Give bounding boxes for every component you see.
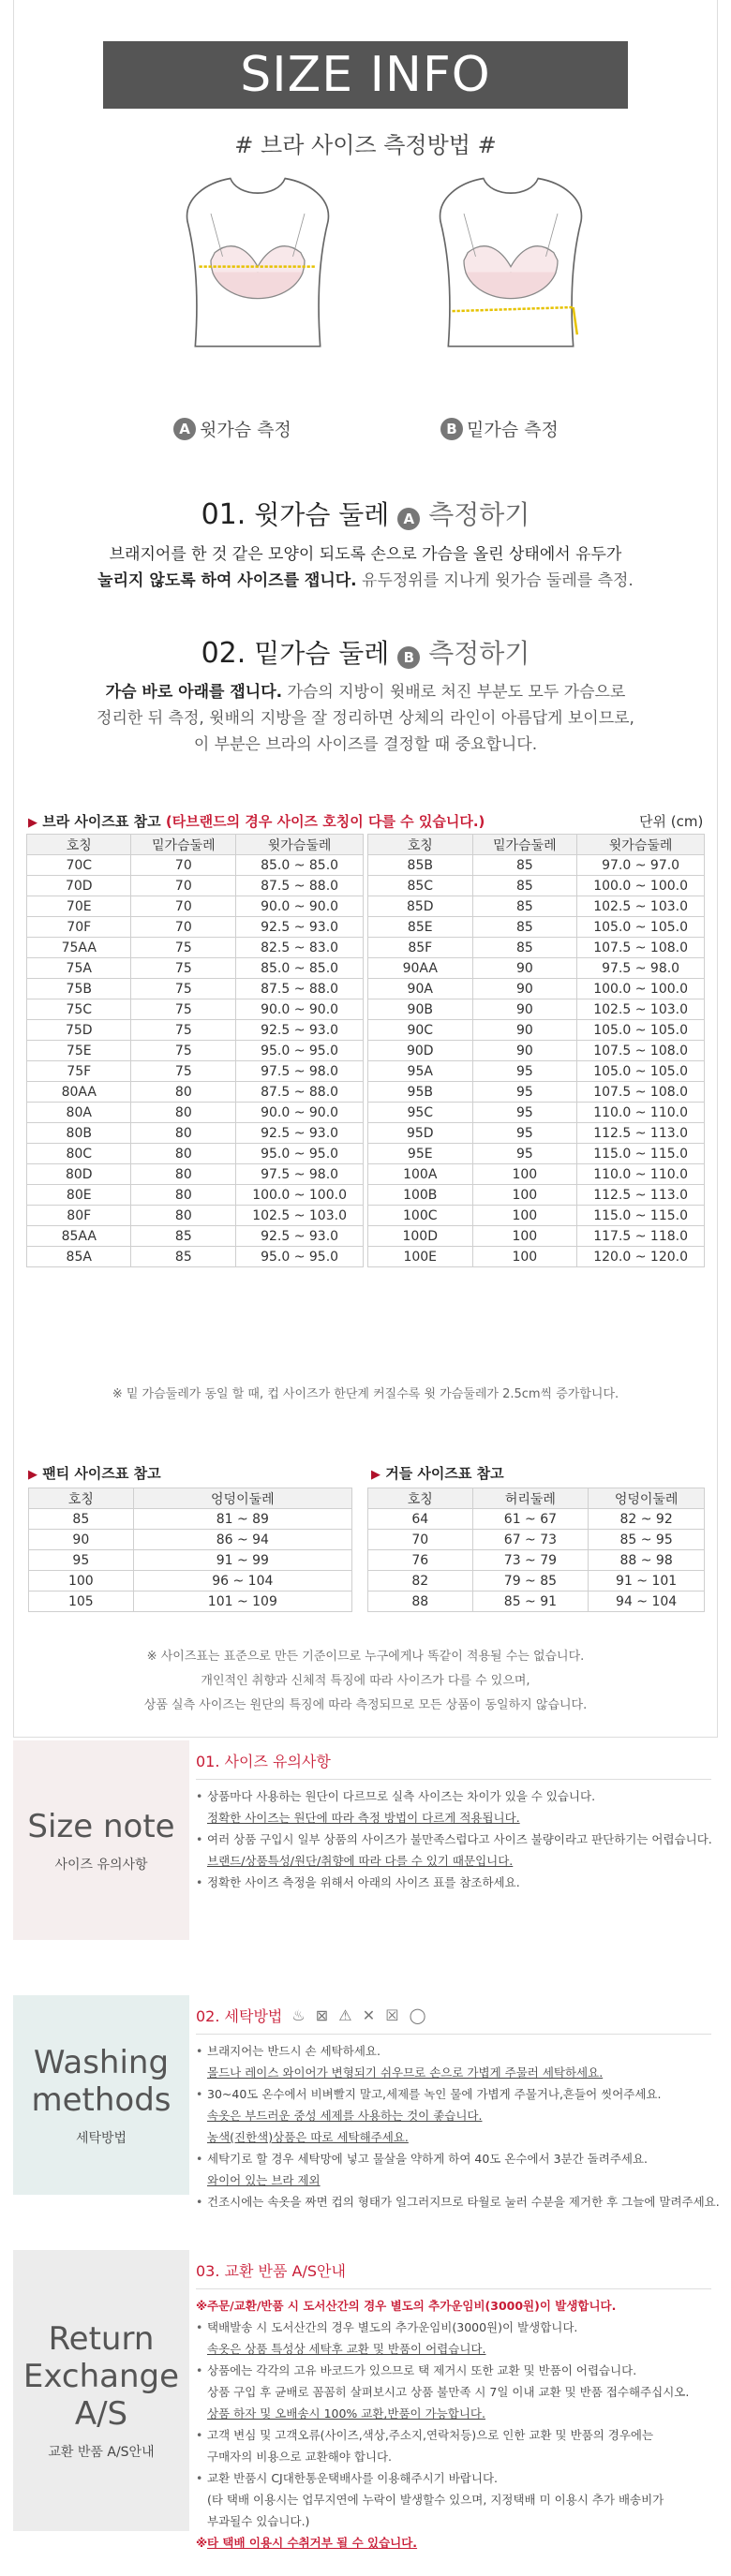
table-cell: 80	[131, 1082, 236, 1103]
list-item: • 세탁기로 할 경우 세탁망에 넣고 물살을 약하게 하여 40도 온수에서 3분간 돌려주세요.	[196, 2148, 711, 2169]
info-box-title: 02. 세탁방법 ♨ ⊠ ⚠ ✕ ☒ ◯	[196, 2006, 429, 2025]
table-cell: 80	[131, 1185, 236, 1206]
table-cell: 80F	[27, 1206, 131, 1226]
info-box-title: 01. 사이즈 유의사항	[196, 1753, 331, 1770]
figure-caption-b: B 밑가슴 측정	[440, 416, 559, 441]
table-cell: 95.0 ~ 95.0	[236, 1144, 364, 1164]
list-item: • 상품마다 사용하는 원단이 다르므로 실측 사이즈는 차이가 있을 수 있습니다.	[196, 1785, 711, 1807]
info-box-subheading: 사이즈 유의사항	[54, 1857, 148, 1873]
table-row	[27, 896, 364, 917]
table-cell: 80	[131, 1164, 236, 1185]
table-row	[368, 1226, 705, 1247]
table-row	[27, 1144, 364, 1164]
table-row	[29, 1509, 352, 1530]
table-row	[368, 1144, 705, 1164]
table-cell: 117.5 ~ 118.0	[577, 1226, 705, 1247]
table-row	[27, 1123, 364, 1144]
info-box-label-panel	[13, 1995, 189, 2195]
table-cell: 85	[472, 896, 577, 917]
list-item: ※ 주문/교환/반품 시 도서산간의 경우 별도의 추가운임비(3000원)이 발생합니다.	[196, 2295, 711, 2317]
table-cell: 85 ~ 95	[589, 1530, 705, 1550]
table-row	[368, 1185, 705, 1206]
list-item: 브랜드/상품특성/원단/취향에 따라 다를 수 있기 때문입니다.	[207, 1854, 514, 1868]
table-row	[27, 938, 364, 958]
table-row	[27, 1061, 364, 1082]
figure-upper-bust	[145, 167, 370, 354]
table-cell: 85	[472, 855, 577, 876]
table-row	[27, 1020, 364, 1041]
table-cell: 80	[131, 1144, 236, 1164]
col-header: 엉덩이둘레	[133, 1488, 351, 1509]
page-title: SIZE INFO	[103, 41, 628, 109]
table-cell: 70E	[27, 896, 131, 917]
table-row	[29, 1591, 352, 1612]
table-cell: 61 ~ 67	[472, 1509, 589, 1530]
table-cell: 102.5 ~ 103.0	[577, 999, 705, 1020]
list-item: • 교환 반품시 CJ대한통운택배사를 이용해주시기 바랍니다.	[196, 2467, 711, 2489]
table-row	[368, 979, 705, 999]
table-cell: 107.5 ~ 108.0	[577, 1041, 705, 1061]
table-cell: 90	[472, 979, 577, 999]
table-cell: 110.0 ~ 110.0	[577, 1103, 705, 1123]
table-cell: 80B	[27, 1123, 131, 1144]
info-box-title: 03. 교환 반품 A/S안내	[196, 2262, 346, 2280]
table-cell: 95	[472, 1082, 577, 1103]
table-cell: 75	[131, 958, 236, 979]
girdle-table-caption: ▶ 거들 사이즈표 참고	[371, 1465, 504, 1482]
list-item: • 상품에는 각각의 고유 바코드가 있으므로 택 제거시 또한 교환 및 반품이 어렵습니다.	[196, 2360, 711, 2381]
table-cell: 85A	[27, 1247, 131, 1267]
table-cell: 80C	[27, 1144, 131, 1164]
table-row	[27, 1164, 364, 1185]
panty-table	[28, 1488, 352, 1612]
info-box-list	[196, 1779, 711, 1893]
table-cell: 100	[29, 1571, 134, 1591]
table-cell: 102.5 ~ 103.0	[236, 1206, 364, 1226]
table-cell: 102.5 ~ 103.0	[577, 896, 705, 917]
table-cell: 90B	[368, 999, 473, 1020]
table-cell: 95	[472, 1061, 577, 1082]
table-cell: 115.0 ~ 115.0	[577, 1206, 705, 1226]
table-cell: 90C	[368, 1020, 473, 1041]
table-cell: 100	[472, 1247, 577, 1267]
table-cell: 95E	[368, 1144, 473, 1164]
col-header: 호칭	[27, 835, 131, 855]
table-cell: 107.5 ~ 108.0	[577, 1082, 705, 1103]
table-cell: 85D	[368, 896, 473, 917]
table-cell: 100A	[368, 1164, 473, 1185]
table-row	[368, 917, 705, 938]
table-cell: 80E	[27, 1185, 131, 1206]
table-cell: 75C	[27, 999, 131, 1020]
table-row	[27, 999, 364, 1020]
table-cell: 100D	[368, 1226, 473, 1247]
list-item: 농색(진한색)상품은 따로 세탁해주세요.	[207, 2130, 409, 2144]
table-cell: 95	[472, 1103, 577, 1123]
table-cell: 70	[131, 917, 236, 938]
table-cell: 70	[131, 855, 236, 876]
table-cell: 97.5 ~ 98.0	[577, 958, 705, 979]
table-cell: 80	[131, 1123, 236, 1144]
table-cell: 110.0 ~ 110.0	[577, 1164, 705, 1185]
size-notes: ※ 사이즈표는 표준으로 만든 기준이므로 누구에게나 똑같이 적용될 수는 없습니다. 개인적인 취향과 신체적 특징에 따라 사이즈가 다를 수 있으며, 상품 실측 사이즈는 원단의 특징에 따라 측정되므로 모든 상품이 동일하지 않습니다.	[143, 1650, 588, 1712]
table-cell: 85	[131, 1226, 236, 1247]
table-row	[368, 1082, 705, 1103]
table-cell: 81 ~ 89	[133, 1509, 351, 1530]
table-cell: 75	[131, 938, 236, 958]
info-box-size-note	[13, 1740, 718, 1940]
table-cell: 95.0 ~ 95.0	[236, 1247, 364, 1267]
step-2-title: 02. 밑가슴 둘레 B 측정하기	[201, 637, 530, 670]
info-box-heading: Size note	[27, 1807, 175, 1845]
table-cell: 100.0 ~ 100.0	[236, 1185, 364, 1206]
table-cell: 82.5 ~ 83.0	[236, 938, 364, 958]
table-row	[368, 1206, 705, 1226]
bra-table-note: ※ 밑 가슴둘레가 동일 할 때, 컵 사이즈가 한단계 커질수록 윗 가슴둘레가 2.5cm씩 증가합니다.	[112, 1387, 619, 1401]
table-cell: 92.5 ~ 93.0	[236, 1123, 364, 1144]
table-cell: 75E	[27, 1041, 131, 1061]
col-header: 허리둘레	[472, 1488, 589, 1509]
table-row	[368, 999, 705, 1020]
table-row	[27, 1041, 364, 1061]
list-item: • 고객 변심 및 고객오류(사이즈,색상,주소지,연락처등)으로 인한 교환 및 반품의 경우에는	[196, 2424, 711, 2446]
table-row	[29, 1530, 352, 1550]
table-cell: 80D	[27, 1164, 131, 1185]
table-cell: 90	[472, 1020, 577, 1041]
table-cell: 85F	[368, 938, 473, 958]
table-cell: 75	[131, 979, 236, 999]
table-row	[27, 1226, 364, 1247]
table-row	[27, 1206, 364, 1226]
table-cell: 85B	[368, 855, 473, 876]
table-row	[29, 1571, 352, 1591]
info-box-subheading: 세탁방법	[75, 2130, 127, 2146]
table-row	[368, 958, 705, 979]
table-cell: 95	[472, 1123, 577, 1144]
table-cell: 92.5 ~ 93.0	[236, 1020, 364, 1041]
list-item: 와이어 있는 브라 제외	[207, 2173, 321, 2187]
info-box-washing	[13, 1995, 720, 2209]
table-cell: 70C	[27, 855, 131, 876]
table-cell: 90	[29, 1530, 134, 1550]
table-cell: 85E	[368, 917, 473, 938]
table-row	[27, 979, 364, 999]
list-item: • 택배발송 시 도서산간의 경우 별도의 추가운임비(3000원)이 발생합니다.	[196, 2317, 711, 2338]
table-cell: 75F	[27, 1061, 131, 1082]
figure-under-bust	[398, 167, 623, 354]
col-header: 윗가슴둘레	[236, 835, 364, 855]
col-header: 윗가슴둘레	[577, 835, 705, 855]
table-row	[27, 876, 364, 896]
table-cell: 100	[472, 1185, 577, 1206]
info-box-subheading: 교환 반품 A/S안내	[48, 2445, 155, 2460]
unit-label: 단위 (cm)	[639, 813, 704, 830]
step-1-title: 01. 윗가슴 둘레 A 측정하기	[201, 498, 530, 531]
table-cell: 87.5 ~ 88.0	[236, 979, 364, 999]
table-cell: 80	[131, 1206, 236, 1226]
table-row	[27, 1103, 364, 1123]
list-item: 몰드나 레이스 와이어가 변형되기 쉬우므로 손으로 가볍게 주물러 세탁하세요.	[207, 2065, 604, 2080]
table-cell: 82 ~ 92	[589, 1509, 705, 1530]
list-item: 속옷은 부드러운 중성 세제를 사용하는 것이 좋습니다.	[207, 2109, 483, 2123]
info-box-label-panel	[13, 1740, 189, 1940]
badge-b: B	[440, 418, 463, 440]
list-item: 구매자의 비용으로 교환해야 합니다.	[207, 2450, 393, 2464]
table-cell: 97.5 ~ 98.0	[236, 1164, 364, 1185]
table-cell: 90	[472, 958, 577, 979]
table-cell: 90	[472, 999, 577, 1020]
table-cell: 85 ~ 91	[472, 1591, 589, 1612]
table-row	[27, 958, 364, 979]
col-header: 밑가슴둘레	[472, 835, 577, 855]
table-cell: 120.0 ~ 120.0	[577, 1247, 705, 1267]
table-cell: 95B	[368, 1082, 473, 1103]
table-cell: 85	[472, 876, 577, 896]
col-header: 호칭	[29, 1488, 134, 1509]
col-header: 엉덩이둘레	[589, 1488, 705, 1509]
table-cell: 70	[131, 896, 236, 917]
table-cell: 76	[368, 1550, 473, 1571]
table-cell: 90.0 ~ 90.0	[236, 1103, 364, 1123]
table-cell: 88 ~ 98	[589, 1550, 705, 1571]
bra-table-left	[26, 834, 364, 1267]
table-cell: 105.0 ~ 105.0	[577, 1020, 705, 1041]
table-row	[368, 876, 705, 896]
list-item: • 건조시에는 속옷을 짜면 컵의 형태가 일그러지므로 타월로 눌러 수분을 제거한 후 그늘에 말려주세요.	[196, 2191, 711, 2213]
table-cell: 85.0 ~ 85.0	[236, 958, 364, 979]
table-cell: 90.0 ~ 90.0	[236, 896, 364, 917]
table-row	[368, 1123, 705, 1144]
table-cell: 100	[472, 1226, 577, 1247]
table-cell: 100	[472, 1164, 577, 1185]
list-item: ※ 타 택배 이용시 수취거부 될 수 있습니다.	[196, 2532, 711, 2554]
table-cell: 79 ~ 85	[472, 1571, 589, 1591]
table-cell: 100.0 ~ 100.0	[577, 979, 705, 999]
table-cell: 80AA	[27, 1082, 131, 1103]
table-cell: 75A	[27, 958, 131, 979]
info-box-list	[196, 2034, 720, 2213]
table-cell: 90A	[368, 979, 473, 999]
table-row	[27, 1185, 364, 1206]
table-row	[27, 855, 364, 876]
table-cell: 91 ~ 99	[133, 1550, 351, 1571]
table-cell: 100	[472, 1206, 577, 1226]
table-cell: 85C	[368, 876, 473, 896]
table-cell: 85	[472, 938, 577, 958]
table-cell: 94 ~ 104	[589, 1591, 705, 1612]
table-cell: 80A	[27, 1103, 131, 1123]
table-cell: 85AA	[27, 1226, 131, 1247]
table-cell: 96 ~ 104	[133, 1571, 351, 1591]
table-cell: 75	[131, 1020, 236, 1041]
table-cell: 88	[368, 1591, 473, 1612]
table-row	[27, 917, 364, 938]
table-cell: 85	[131, 1247, 236, 1267]
table-row	[368, 938, 705, 958]
table-cell: 75	[131, 999, 236, 1020]
table-cell: 64	[368, 1509, 473, 1530]
table-cell: 101 ~ 109	[133, 1591, 351, 1612]
table-cell: 105.0 ~ 105.0	[577, 917, 705, 938]
table-cell: 95C	[368, 1103, 473, 1123]
list-item: • 30~40도 온수에서 비벼빨지 말고,세제를 녹인 물에 가볍게 주물거나,흔들어 씻어주세요.	[196, 2083, 711, 2105]
table-cell: 75B	[27, 979, 131, 999]
table-cell: 100C	[368, 1206, 473, 1226]
table-cell: 95D	[368, 1123, 473, 1144]
table-cell: 75	[131, 1041, 236, 1061]
table-cell: 85.0 ~ 85.0	[236, 855, 364, 876]
table-cell: 100B	[368, 1185, 473, 1206]
table-cell: 67 ~ 73	[472, 1530, 589, 1550]
list-item: 정확한 사이즈는 원단에 따라 측정 방법이 다르게 적용됩니다.	[207, 1811, 520, 1825]
badge-a: A	[173, 418, 196, 440]
info-box-list	[196, 2288, 711, 2554]
table-cell: 91 ~ 101	[589, 1571, 705, 1591]
table-cell: 92.5 ~ 93.0	[236, 1226, 364, 1247]
table-row	[368, 1571, 705, 1591]
table-cell: 85	[472, 917, 577, 938]
table-row	[368, 1247, 705, 1267]
table-row	[368, 1591, 705, 1612]
table-row	[368, 1041, 705, 1061]
list-item: 상품 하자 및 오배송시 100% 교환,반품이 가능합니다.	[207, 2406, 485, 2421]
table-cell: 82	[368, 1571, 473, 1591]
table-cell: 90	[472, 1041, 577, 1061]
table-cell: 95.0 ~ 95.0	[236, 1041, 364, 1061]
table-cell: 112.5 ~ 113.0	[577, 1123, 705, 1144]
table-cell: 100E	[368, 1247, 473, 1267]
table-cell: 95	[472, 1144, 577, 1164]
bra-table-caption: ▶ 브라 사이즈표 참고 (타브랜드의 경우 사이즈 호칭이 다를 수 있습니다.)	[28, 813, 485, 830]
list-item: 속옷은 상품 특성상 세탁후 교환 및 반품이 어렵습니다.	[207, 2342, 486, 2356]
table-cell: 75	[131, 1061, 236, 1082]
table-cell: 73 ~ 79	[472, 1550, 589, 1571]
table-cell: 70	[131, 876, 236, 896]
table-cell: 80	[131, 1103, 236, 1123]
info-box-label-panel	[13, 2250, 189, 2531]
table-row	[368, 1103, 705, 1123]
table-cell: 87.5 ~ 88.0	[236, 1082, 364, 1103]
table-cell: 95	[29, 1550, 134, 1571]
table-cell: 97.5 ~ 98.0	[236, 1061, 364, 1082]
table-cell: 70D	[27, 876, 131, 896]
table-row	[368, 1509, 705, 1530]
info-box-heading: Washing methods	[31, 2043, 172, 2119]
girdle-table	[367, 1488, 705, 1612]
table-row	[368, 1061, 705, 1082]
table-row	[368, 1530, 705, 1550]
table-cell: 107.5 ~ 108.0	[577, 938, 705, 958]
table-cell: 112.5 ~ 113.0	[577, 1185, 705, 1206]
bra-table-right	[367, 834, 705, 1267]
table-cell: 105.0 ~ 105.0	[577, 1061, 705, 1082]
col-header: 호칭	[368, 835, 473, 855]
list-item: 부과될수 있습니다.)	[207, 2514, 310, 2528]
table-cell: 75AA	[27, 938, 131, 958]
laundry-care-icons: ♨ ⊠ ⚠ ✕ ☒ ◯	[291, 2006, 429, 2024]
table-cell: 86 ~ 94	[133, 1530, 351, 1550]
table-cell: 85	[29, 1509, 134, 1530]
info-box-return	[13, 2250, 718, 2550]
measure-subtitle: # 브라 사이즈 측정방법 #	[234, 132, 497, 158]
step-1-desc: 브래지어를 한 것 같은 모양이 되도록 손으로 가슴을 올린 상태에서 유두가 눌리지 않도록 하여 사이즈를 잽니다. 유두정위를 지나게 윗가슴 둘레를 측정.	[97, 545, 634, 590]
table-row	[368, 1550, 705, 1571]
table-cell: 92.5 ~ 93.0	[236, 917, 364, 938]
table-cell: 90D	[368, 1041, 473, 1061]
table-cell: 70F	[27, 917, 131, 938]
table-cell: 90.0 ~ 90.0	[236, 999, 364, 1020]
table-cell: 75D	[27, 1020, 131, 1041]
list-item: • 정확한 사이즈 측정을 위해서 아래의 사이즈 표를 참조하세요.	[196, 1872, 711, 1893]
table-row	[368, 896, 705, 917]
list-item: • 브래지어는 반드시 손 세탁하세요.	[196, 2040, 711, 2062]
col-header: 밑가슴둘레	[131, 835, 236, 855]
table-cell: 70	[368, 1530, 473, 1550]
table-cell: 95A	[368, 1061, 473, 1082]
list-item: 상품 구입 후 균배로 꼼꼼히 살펴보시고 상품 불만족 시 7일 이내 교환 및 반품 접수해주십시오.	[207, 2385, 690, 2399]
info-box-heading: Return Exchange A/S	[22, 2320, 180, 2433]
table-row	[368, 855, 705, 876]
list-item: • 여러 상품 구입시 일부 상품의 사이즈가 불만족스럽다고 사이즈 불량이라고 판단하기는 어렵습니다.	[196, 1828, 711, 1850]
table-row	[368, 1164, 705, 1185]
table-row	[29, 1550, 352, 1571]
table-row	[27, 1082, 364, 1103]
table-row	[368, 1020, 705, 1041]
step-2-desc: 가슴 바로 아래를 잽니다. 가슴의 지방이 윗배로 처진 부분도 모두 가슴으로 정리한 뒤 측정, 윗배의 지방을 잘 정리하면 상체의 라인이 아름답게 보이므로, 이 부분은 브라의 사이즈를 결정할 때 중요합니다.	[97, 683, 634, 754]
table-cell: 100.0 ~ 100.0	[577, 876, 705, 896]
table-cell: 105	[29, 1591, 134, 1612]
figure-caption-a: A 윗가슴 측정	[173, 416, 291, 441]
table-cell: 115.0 ~ 115.0	[577, 1144, 705, 1164]
table-row	[27, 1247, 364, 1267]
table-cell: 90AA	[368, 958, 473, 979]
panty-table-caption: ▶ 팬티 사이즈표 참고	[28, 1465, 161, 1482]
table-cell: 97.0 ~ 97.0	[577, 855, 705, 876]
table-cell: 87.5 ~ 88.0	[236, 876, 364, 896]
col-header: 호칭	[368, 1488, 473, 1509]
list-item: (타 택배 이용시는 업무지연에 누락이 발생할수 있으며, 지정택배 미 이용시 추가 배송비가	[207, 2493, 664, 2507]
